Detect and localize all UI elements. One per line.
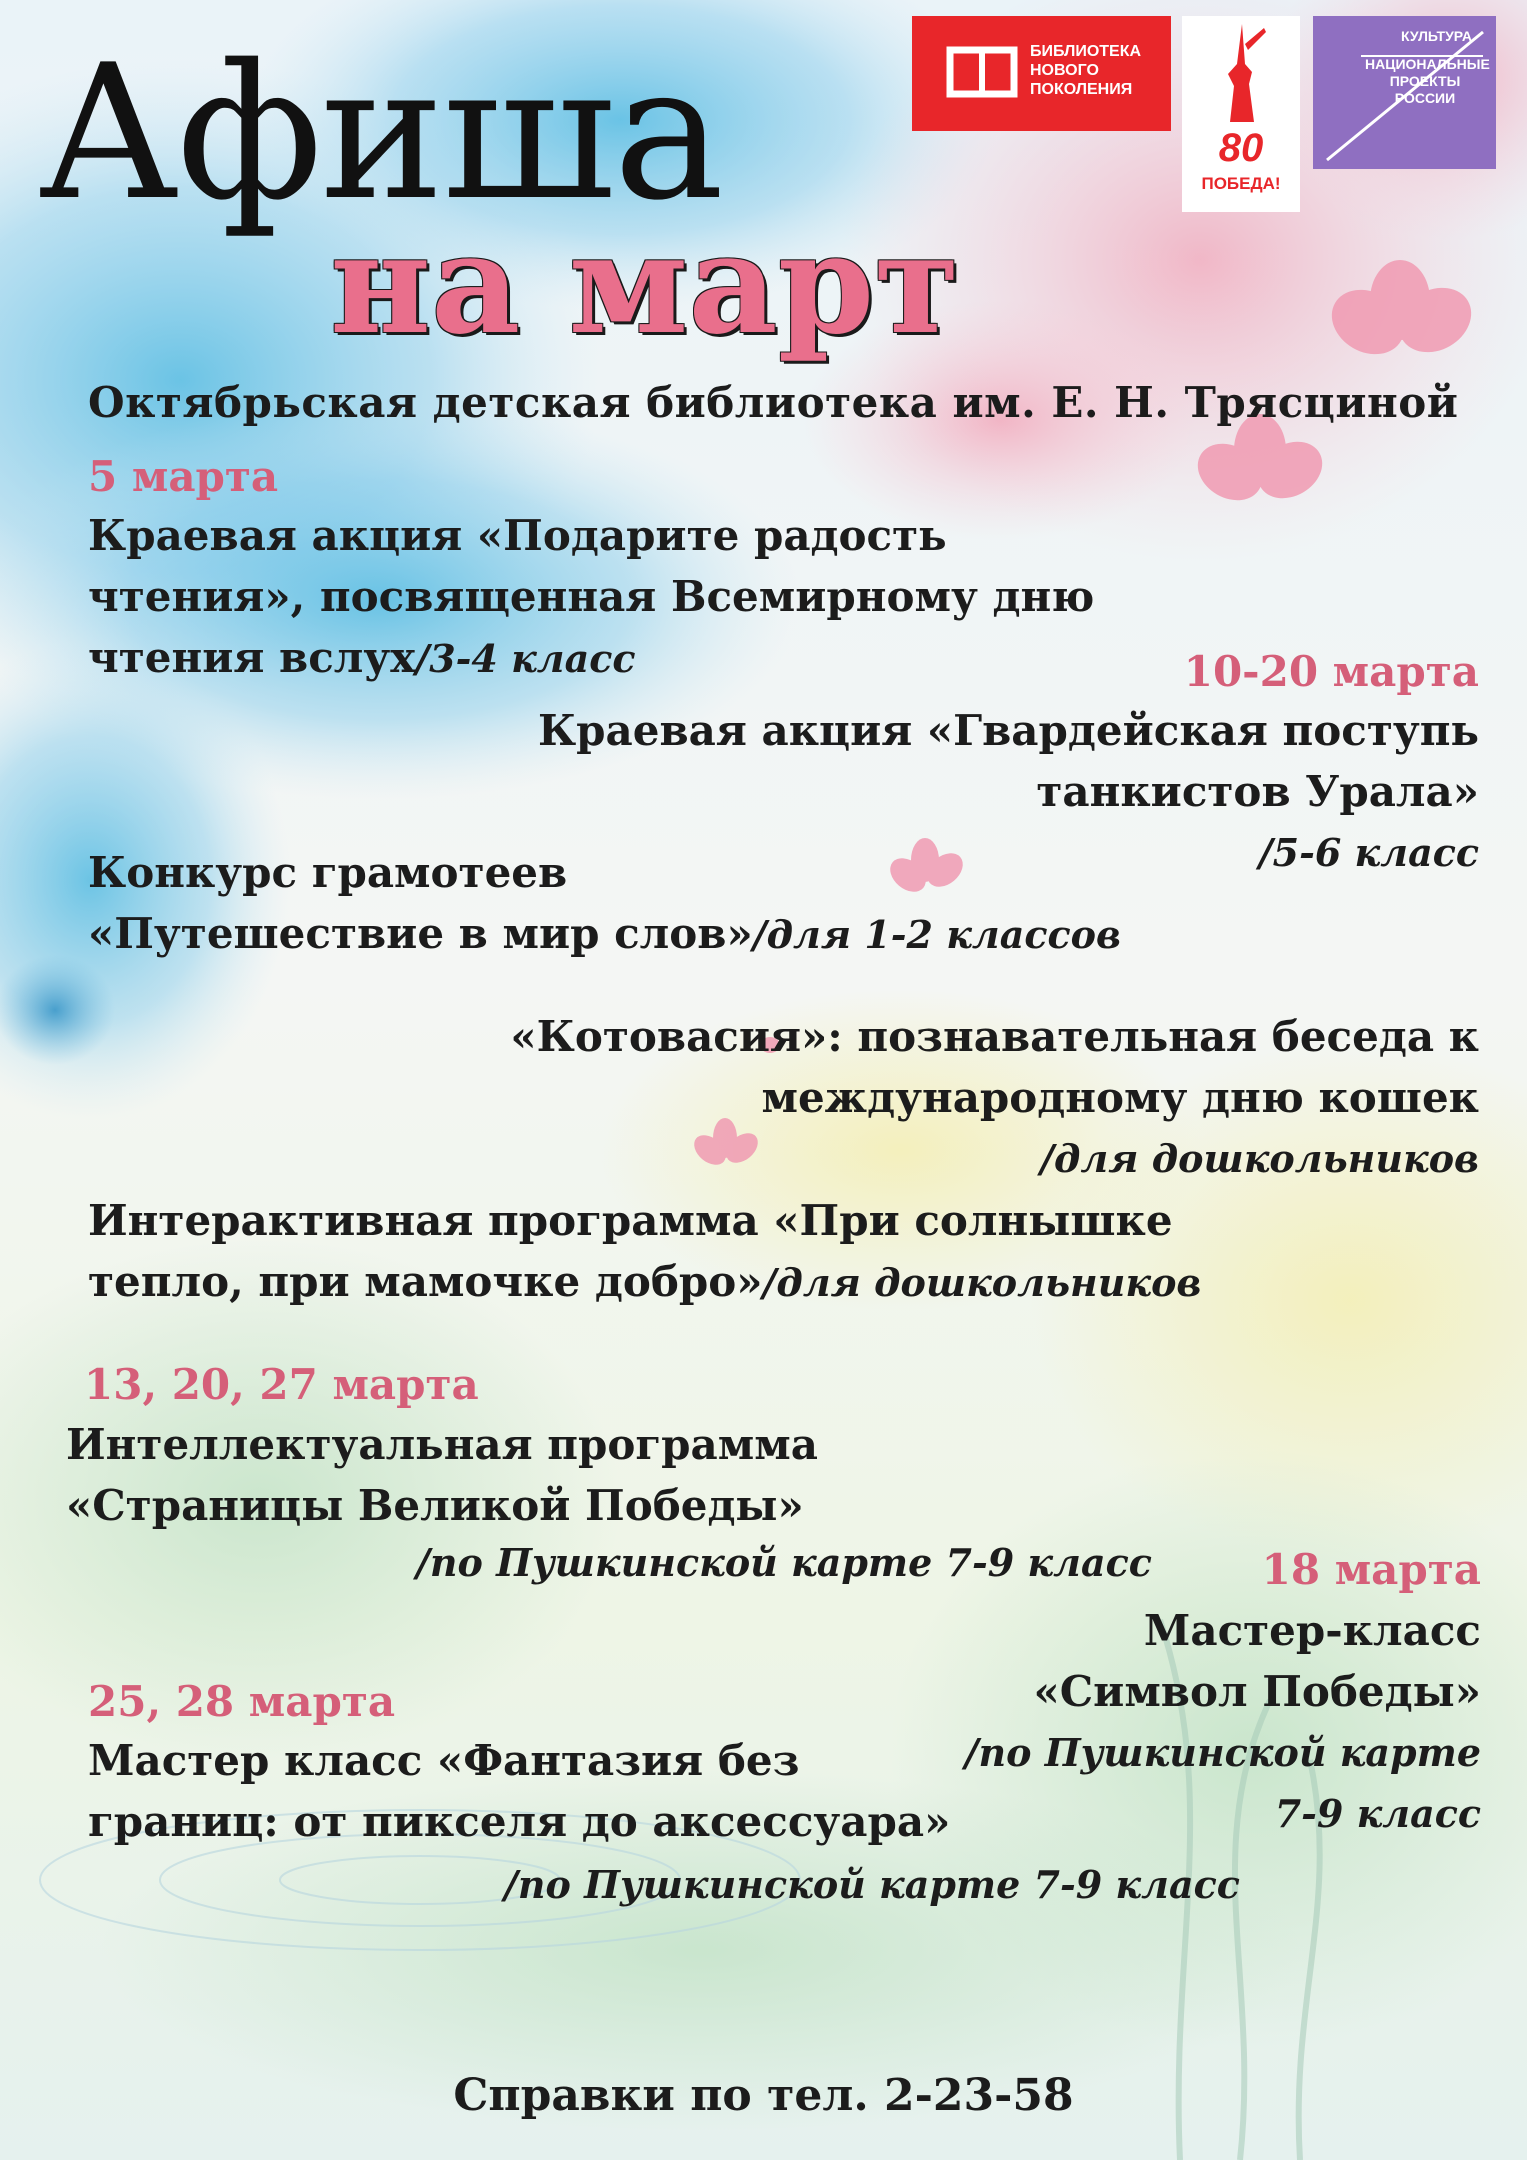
event-title bbox=[88, 1730, 950, 1852]
event-title-line: международному дню кошек bbox=[761, 1073, 1479, 1122]
event-audience: /для дошкольников bbox=[762, 1260, 1202, 1305]
motherland-statue-icon bbox=[1212, 24, 1270, 128]
event-title-line: Интерактивная программа «При солнышке bbox=[88, 1196, 1173, 1245]
event-title-line: границ: от пикселя до аксессуара» bbox=[88, 1797, 951, 1846]
event-date: 18 марта bbox=[1261, 1545, 1481, 1594]
event-audience: 7-9 класс bbox=[1274, 1791, 1481, 1836]
page-subtitle: на март bbox=[330, 202, 960, 365]
event-audience: /по Пушкинской карте 7-9 класс bbox=[416, 1540, 1152, 1585]
event-title-line: Краевая акция «Гвардейская поступь bbox=[537, 706, 1479, 755]
book-icon bbox=[946, 44, 1018, 100]
victory-80-logo bbox=[1182, 16, 1300, 212]
event-title-line: чтения вслух bbox=[88, 633, 416, 682]
event-title-line: Краевая акция «Подарите радость bbox=[88, 511, 947, 560]
event-title-line: «Страницы Великой Победы» bbox=[66, 1481, 804, 1530]
event-title bbox=[66, 1414, 818, 1536]
contact-phone: Справки по тел. 2-23-58 bbox=[453, 2070, 1074, 2121]
event-title-line: «Котовасия»: познавательная беседа к bbox=[510, 1012, 1479, 1061]
event-audience: /для дошкольников bbox=[1040, 1136, 1479, 1181]
event-title-line: Мастер класс «Фантазия без bbox=[88, 1736, 800, 1785]
event-audience: /по Пушкинской карте 7-9 класс bbox=[504, 1862, 1240, 1907]
library-name: Октябрьская детская библиотека им. Е. Н. Трясциной bbox=[88, 378, 1459, 427]
event-audience: /5-6 класс bbox=[1258, 830, 1479, 875]
event-date: 13, 20, 27 марта bbox=[84, 1360, 479, 1409]
event-title-line: Интеллектуальная программа bbox=[66, 1420, 818, 1469]
event-title-line: танкистов Урала» bbox=[1036, 767, 1479, 816]
culture-label: КУЛЬТУРА bbox=[1401, 28, 1473, 44]
event-date: 25, 28 марта bbox=[88, 1677, 396, 1726]
victory-number: 80 bbox=[1218, 126, 1264, 170]
library-logo-text: БИБЛИОТЕКА НОВОГО ПОКОЛЕНИЯ bbox=[1030, 43, 1142, 98]
event-audience: /для 1-2 классов bbox=[752, 912, 1121, 957]
event-title-line: «Символ Победы» bbox=[1033, 1667, 1481, 1716]
national-projects-text: НАЦИОНАЛЬНЫЕ ПРОЕКТЫ РОССИИ bbox=[1365, 56, 1490, 106]
event-title-line: «Путешествие в мир слов» bbox=[88, 909, 753, 958]
event-title bbox=[510, 1006, 1479, 1189]
national-projects-logo bbox=[1313, 16, 1496, 169]
event-title bbox=[965, 1600, 1481, 1844]
event-title-line: Мастер-класс bbox=[1143, 1606, 1481, 1655]
event-date: 5 марта bbox=[88, 452, 279, 501]
event-title-line: тепло, при мамочке добро» bbox=[88, 1257, 763, 1306]
event-date: 10-20 марта bbox=[1183, 647, 1479, 696]
event-audience: /3-4 класс bbox=[415, 636, 636, 681]
victory-text: ПОБЕДА! bbox=[1201, 174, 1281, 193]
library-new-generation-logo bbox=[912, 16, 1171, 131]
event-title bbox=[88, 505, 1094, 689]
page-title: Афиша bbox=[38, 24, 723, 241]
event-title-line: Конкурс грамотеев bbox=[88, 848, 568, 897]
event-title-line: чтения», посвященная Всемирному дню bbox=[88, 572, 1095, 621]
event-title bbox=[88, 1190, 1201, 1313]
event-audience: /по Пушкинской карте bbox=[964, 1730, 1481, 1775]
event-title bbox=[88, 842, 1121, 965]
